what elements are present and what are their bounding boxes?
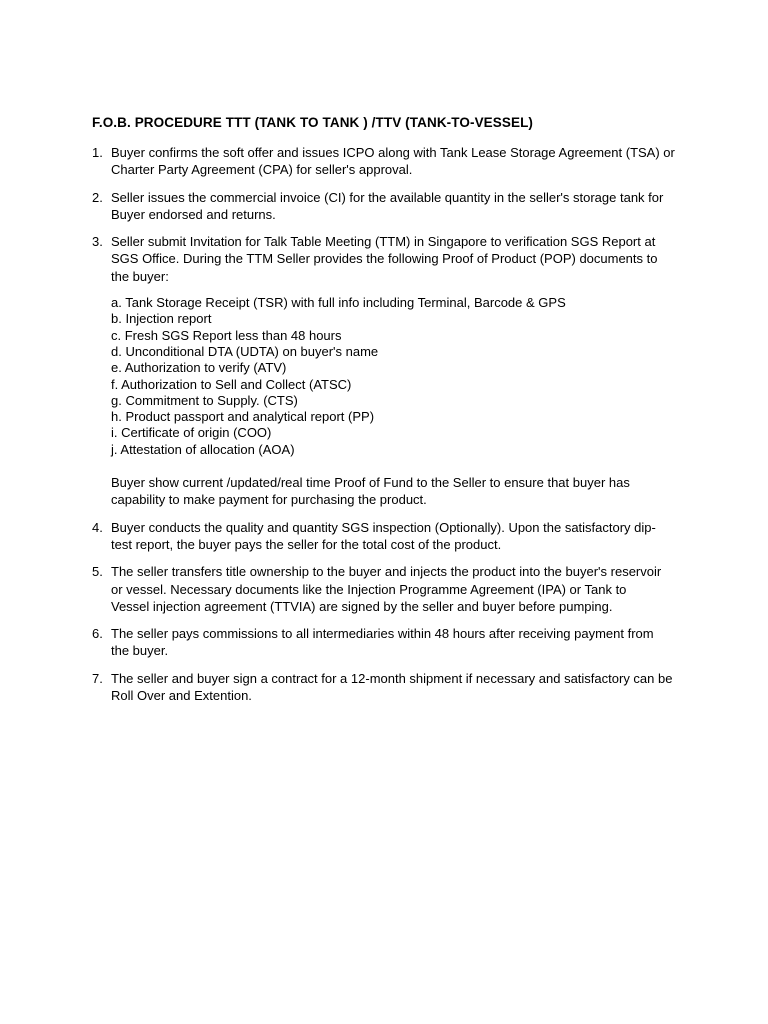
proof-of-fund-note: Buyer show current /updated/real time Proof of Fund to the Seller to ensure that buyer has capability to make payment for purchasing the product. <box>111 475 630 508</box>
procedure-step-2 <box>92 189 682 224</box>
procedure-step-5 <box>92 563 682 615</box>
step-number: 4. <box>92 519 103 535</box>
step-number: 7. <box>92 670 103 686</box>
step-text: The seller transfers title ownership to the buyer and injects the product into the buyer's reservoir or vessel. Necessary documents like the Injection Programme Agreement (IPA) or Tank to Vessel injection agreement (TTVIA) are signed by the seller and buyer before pumping. <box>111 564 662 614</box>
pop-document-item: j. Attestation of allocation (AOA) <box>111 441 295 457</box>
step-text: Seller submit Invitation for Talk Table Meeting (TTM) in Singapore to verification SGS Report at SGS Office. During the TTM Seller provides the following Proof of Product (POP) documents to the buyer: <box>111 234 658 284</box>
pop-document-item: f. Authorization to Sell and Collect (ATSC) <box>111 376 352 392</box>
pop-document-item: e. Authorization to verify (ATV) <box>111 360 287 376</box>
proof-of-product-list <box>111 295 682 458</box>
procedure-step-3 <box>92 233 682 508</box>
procedure-steps <box>92 144 682 704</box>
step-text: The seller pays commissions to all intermediaries within 48 hours after receiving payment from the buyer. <box>111 626 654 659</box>
step-number: 1. <box>92 145 103 160</box>
document-title: F.O.B. PROCEDURE TTT (TANK TO TANK ) /TTV (TANK-TO-VESSEL) <box>92 115 534 130</box>
pop-document-item: a. Tank Storage Receipt (TSR) with full info including Terminal, Barcode & GPS <box>111 295 566 311</box>
procedure-step-6 <box>92 625 682 660</box>
pop-document-item: i. Certificate of origin (COO) <box>111 425 272 441</box>
step-text: Buyer confirms the soft offer and issues ICPO along with Tank Lease Storage Agreement (TSA) or Charter Party Agreement (CPA) for seller's approval. <box>111 145 675 178</box>
procedure-step-4 <box>92 519 682 554</box>
document-body <box>92 114 682 714</box>
step-text: The seller and buyer sign a contract for a 12-month shipment if necessary and satisfactory can be Roll Over and Extention. <box>111 670 673 704</box>
step-text: Buyer conducts the quality and quantity SGS inspection (Optionally). Upon the satisfactory dip- test report, the buyer pays the seller for the total cost of the product. <box>111 519 656 552</box>
step-number: 2. <box>92 189 103 205</box>
pop-document-item: h. Product passport and analytical report (PP) <box>111 409 375 425</box>
step-text: Seller issues the commercial invoice (CI) for the available quantity in the seller's storage tank for Buyer endorsed and returns. <box>111 189 664 222</box>
procedure-step-1 <box>92 144 682 179</box>
procedure-step-7 <box>92 670 682 705</box>
pop-document-item: g. Commitment to Supply. (CTS) <box>111 392 298 408</box>
step-number: 6. <box>92 626 103 642</box>
step-number: 3. <box>92 234 103 250</box>
pop-document-item: c. Fresh SGS Report less than 48 hours <box>111 327 342 343</box>
step-number: 5. <box>92 564 103 580</box>
pop-document-item: b. Injection report <box>111 311 212 327</box>
pop-document-item: d. Unconditional DTA (UDTA) on buyer's name <box>111 343 379 359</box>
